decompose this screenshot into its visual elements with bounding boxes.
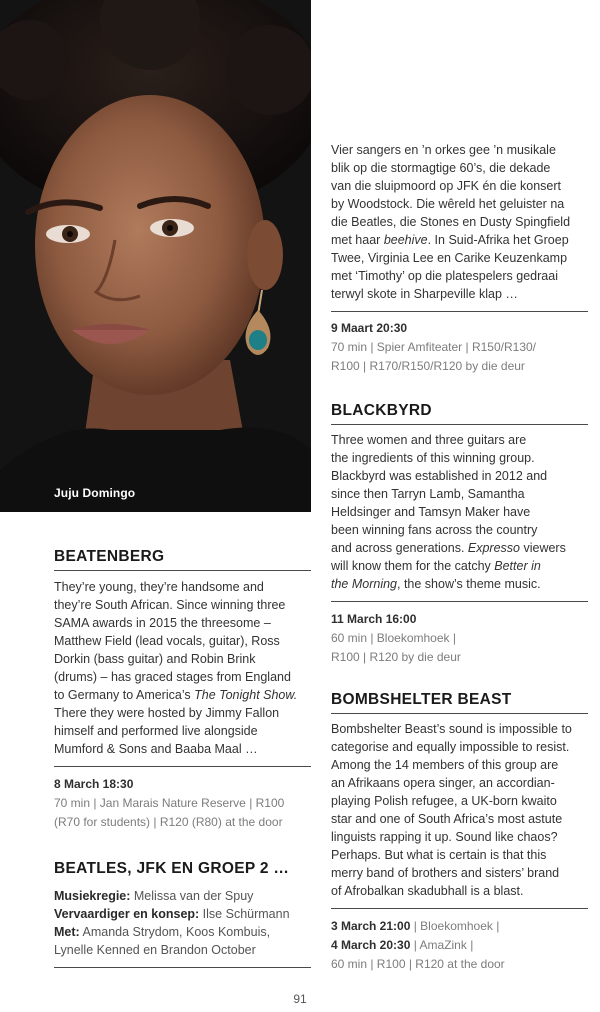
text-line: die Beatles, die Stones en Dusty Spingfield: [331, 215, 571, 229]
beatenberg-section: [54, 548, 311, 832]
beatenberg-heading: BEATENBERG: [54, 548, 311, 571]
portrait-photo: [0, 0, 311, 512]
text-line: playing Polish refugee, a UK-born kwaito: [331, 794, 557, 808]
text-span: will know them for the catchy: [331, 559, 495, 573]
beatles-schedule: [331, 319, 588, 376]
text-line: Twee, Virginia Lee en Carike Keuzenkamp: [331, 251, 568, 265]
divider: [54, 967, 311, 968]
text-line: by Woodstock. Die wêreld het geluister na: [331, 197, 565, 211]
credit-value: Melissa van der Spuy: [130, 889, 254, 903]
beatles-credits: [54, 887, 311, 959]
text-line: since then Tarryn Lamb, Samantha: [331, 487, 525, 501]
text-line: (drums) – has graced stages from England: [54, 670, 291, 684]
event-info: R100 | R120 by die deur: [331, 650, 461, 664]
credit-value: Amanda Strydom, Koos Kombuis,: [79, 925, 271, 939]
text-line: Perhaps. But what is certain is that this: [331, 848, 547, 862]
text-span: . In Suid-Afrika het Groep: [427, 233, 569, 247]
text-line: terwyl skote in Sharpeville klap …: [331, 287, 518, 301]
show-title: Better in: [494, 559, 541, 573]
bombshelter-schedule: [331, 917, 588, 974]
beatles-description: [331, 141, 588, 303]
text-line: been winning fans across the country: [331, 523, 538, 537]
show-title: the Morning: [331, 577, 398, 591]
show-title: Expresso: [467, 541, 520, 555]
text-line: [331, 539, 588, 557]
text-line: Heldsinger and Tamsyn Maker have: [331, 505, 531, 519]
text-span: and across generations.: [331, 541, 468, 555]
beatenberg-description: [54, 578, 311, 758]
blackbyrd-section: [331, 402, 588, 667]
credit-value: Ilse Schürmann: [199, 907, 290, 921]
bombshelter-heading: BOMBSHELTER BEAST: [331, 691, 588, 714]
divider: [331, 601, 588, 602]
page-number: 91: [293, 992, 307, 1006]
text-line: Matthew Field (lead vocals, guitar), Ross: [54, 634, 280, 648]
text-line: They’re young, they’re handsome and: [54, 580, 264, 594]
event-date: 4 March 20:30: [331, 938, 411, 952]
text-line: [331, 557, 588, 575]
credit-label: Vervaardiger en konsep:: [54, 907, 200, 921]
credit-label: Musiekregie:: [54, 889, 131, 903]
text-span: to Germany to America’s: [54, 688, 195, 702]
text-span: , the show’s theme music.: [397, 577, 541, 591]
event-info: 60 min | R100 | R120 at the door: [331, 957, 505, 971]
text-line: SAMA awards in 2015 the threesome –: [54, 616, 271, 630]
credit-label: Met:: [54, 925, 80, 939]
credit-line: [54, 887, 311, 905]
text-line: merry band of brothers and sisters’ brand: [331, 866, 560, 880]
text-line: Among the 14 members of this group are: [331, 758, 559, 772]
text-line: met ‘Timothy’ op die platespelers gedraai: [331, 269, 558, 283]
event-venue: | AmaZink |: [410, 938, 474, 952]
text-line: Dorkin (bass guitar) and Robin Brink: [54, 652, 256, 666]
text-line: van die sluipmoord op JFK én die konsert: [331, 179, 561, 193]
text-line: himself and performed live alongside: [54, 724, 258, 738]
text-line: Three women and three guitars are: [331, 433, 527, 447]
text-line: star and one of South Africa’s most astute: [331, 812, 563, 826]
text-line: linguists rapping it up. Sound like chaos?: [331, 830, 558, 844]
beatles-heading: BEATLES, JFK EN GROEP 2 …: [54, 860, 290, 877]
event-date: 9 Maart 20:30: [331, 321, 408, 335]
portrait-illustration: [0, 0, 311, 512]
text-line: an Afrikaans opera singer, an accordian-: [331, 776, 555, 790]
credit-line: [54, 905, 311, 923]
text-line: of Afrobalkan skadubhall is a blast.: [331, 884, 524, 898]
text-line: they’re South African. Since winning three: [54, 598, 286, 612]
text-span: met haar: [331, 233, 384, 247]
bombshelter-description: [331, 720, 588, 900]
blackbyrd-schedule: [331, 610, 588, 667]
credit-value: Lynelle Kenned en Brandon October: [54, 943, 256, 957]
beatenberg-schedule: [54, 775, 311, 832]
credit-line: [54, 923, 311, 941]
event-info: R100 | R170/R150/R120 by die deur: [331, 359, 525, 373]
photo-caption: Juju Domingo: [54, 486, 136, 500]
divider: [331, 311, 588, 312]
event-date: 11 March 16:00: [331, 612, 417, 626]
show-title: The Tonight Show.: [194, 688, 298, 702]
event-date: 8 March 18:30: [54, 777, 134, 791]
blackbyrd-heading: BLACKBYRD: [331, 402, 588, 425]
text-line: the ingredients of this winning group.: [331, 451, 535, 465]
event-info: 60 min | Bloekomhoek |: [331, 631, 456, 645]
text-line: Bombshelter Beast’s sound is impossible to: [331, 722, 572, 736]
credit-line: [54, 941, 311, 959]
event-venue: | Bloekomhoek |: [410, 919, 500, 933]
text-line: Blackbyrd was established in 2012 and: [331, 469, 548, 483]
beatles-section: [54, 860, 311, 968]
song-title: beehive: [383, 233, 428, 247]
text-line: [54, 686, 311, 704]
text-line: blik op die stormagtige 60’s, die dekade: [331, 161, 551, 175]
divider: [331, 908, 588, 909]
event-info: (R70 for students) | R120 (R80) at the door: [54, 815, 283, 829]
text-line: [331, 575, 588, 593]
beatles-intro: [331, 141, 588, 376]
event-info: 70 min | Jan Marais Nature Reserve | R100: [54, 796, 285, 810]
text-span: viewers: [520, 541, 566, 555]
bombshelter-section: [331, 691, 588, 974]
text-line: Vier sangers en ’n orkes gee ’n musikale: [331, 143, 556, 157]
text-line: There they were hosted by Jimmy Fallon: [54, 706, 280, 720]
text-line: [331, 231, 588, 249]
event-date: 3 March 21:00: [331, 919, 411, 933]
text-line: categorise and equally impossible to resist.: [331, 740, 570, 754]
blackbyrd-description: [331, 431, 588, 593]
text-line: Mumford & Sons and Baaba Maal …: [54, 742, 258, 756]
divider: [54, 766, 311, 767]
event-info: 70 min | Spier Amfiteater | R150/R130/: [331, 340, 537, 354]
